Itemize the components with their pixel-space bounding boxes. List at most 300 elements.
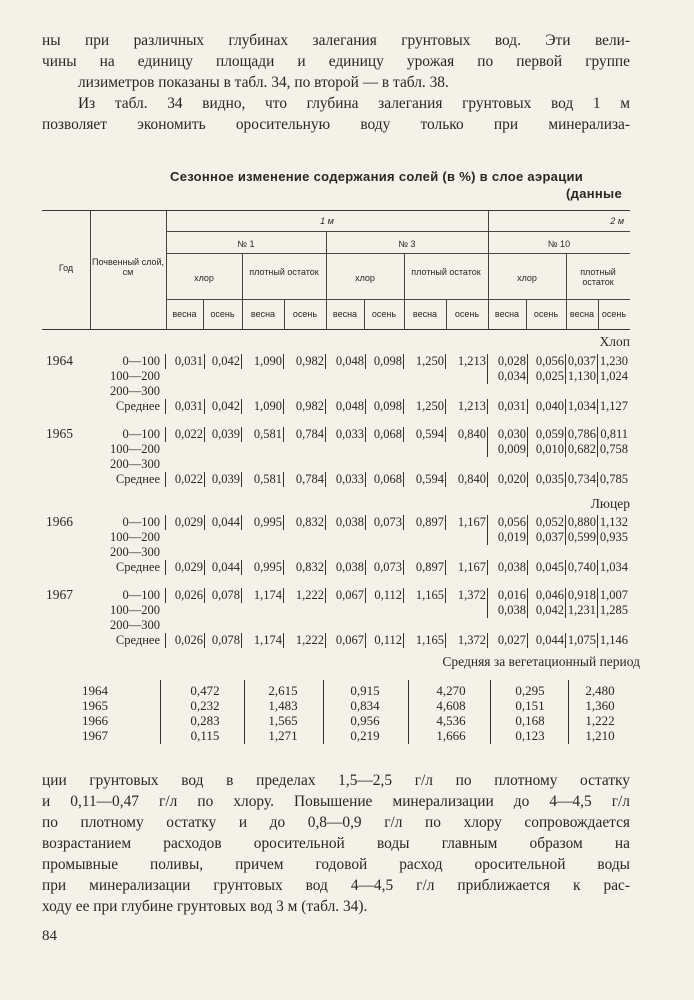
text-line: лизиметров показаны в табл. 34, по второй — в табл. 38. [78, 74, 449, 91]
average-cell: 1,222 [585, 713, 615, 728]
header-spring: весна [250, 309, 276, 319]
table-cell: 0,046 [535, 588, 564, 602]
cell-divider [325, 560, 326, 575]
cell-divider [527, 427, 528, 442]
row-label: Среднее [115, 399, 160, 413]
cell-divider [403, 515, 404, 530]
year-label: 1966 [46, 514, 73, 529]
cell-divider [487, 472, 488, 487]
average-cell: 0,115 [190, 728, 220, 743]
header-autumn: осень [533, 309, 559, 319]
table-cell: 0,033 [335, 472, 364, 486]
text-line: возрастанием расходов оросительной воды главным образом на [42, 835, 630, 852]
header-depth-2: 2 м [610, 216, 624, 226]
average-divider [490, 680, 491, 744]
table-cell: 0,785 [599, 472, 628, 486]
cell-divider [527, 633, 528, 648]
cell-divider [597, 515, 598, 530]
cell-divider [527, 399, 528, 414]
table-cell: 0,025 [535, 369, 564, 383]
row-label: 100—200 [110, 530, 160, 544]
table-cell: 0,031 [497, 399, 526, 413]
cell-divider [565, 515, 566, 530]
text-line: Из табл. 34 видно, что глубина залегания грунтовых вод 1 м [78, 95, 630, 112]
row-label: 200—300 [110, 618, 160, 632]
cell-divider [165, 427, 166, 442]
table-cell: 0,042 [535, 603, 564, 617]
cell-divider [325, 633, 326, 648]
header-spring: весна [412, 309, 438, 319]
table-cell: 1,222 [295, 588, 324, 602]
cell-divider [445, 633, 446, 648]
cell-divider [565, 369, 566, 384]
cell-divider [597, 354, 598, 369]
cell-divider [204, 588, 205, 603]
average-cell: 4,608 [436, 698, 466, 713]
year-label: 1964 [46, 353, 73, 368]
table-cell: 0,734 [567, 472, 596, 486]
cell-divider [204, 472, 205, 487]
header-lys-1: № 1 [237, 239, 255, 249]
header-lys-10: № 10 [547, 239, 571, 249]
cell-divider [283, 515, 284, 530]
table-cell: 0,098 [373, 399, 402, 413]
year-label: 1965 [46, 426, 73, 441]
cell-divider [597, 427, 598, 442]
cell-divider [241, 427, 242, 442]
cell-divider [241, 560, 242, 575]
row-label: 100—200 [110, 369, 160, 383]
table-cell: 0,995 [253, 560, 282, 574]
table-cell: 0,044 [211, 515, 240, 529]
table-cell: 1,146 [599, 633, 628, 647]
cell-divider [283, 633, 284, 648]
table-cell: 0,026 [174, 588, 203, 602]
cell-divider [527, 369, 528, 384]
page-number: 84 [42, 928, 57, 944]
table-cell: 0,038 [497, 560, 526, 574]
average-cell: 0,123 [515, 728, 545, 743]
cell-divider [487, 515, 488, 530]
row-label: 100—200 [110, 442, 160, 456]
table-cell: 1,174 [253, 588, 282, 602]
table-cell: 0,840 [457, 472, 486, 486]
average-cell: 1,483 [268, 698, 298, 713]
average-cell: 1,565 [268, 713, 298, 728]
table-cell: 1,132 [599, 515, 628, 529]
header-rule [166, 253, 630, 254]
cell-divider [565, 633, 566, 648]
text-line: по плотному остатку и до 0,8—0,9 г/л по хлору сопровождается [42, 814, 630, 831]
cell-divider [565, 442, 566, 457]
table-cell: 0,044 [535, 633, 564, 647]
cell-divider [365, 633, 366, 648]
header-divider [90, 211, 91, 329]
cell-divider [325, 399, 326, 414]
average-cell: 1,666 [436, 728, 466, 743]
cell-divider [403, 354, 404, 369]
table-cell: 0,897 [415, 560, 444, 574]
row-label: 200—300 [110, 384, 160, 398]
cell-divider [325, 354, 326, 369]
average-cell: 0,219 [350, 728, 380, 743]
cell-divider [527, 354, 528, 369]
table-cell: 0,068 [373, 427, 402, 441]
average-year: 1966 [82, 713, 108, 728]
header-divider [326, 231, 327, 329]
top-paragraph [42, 30, 630, 135]
table-cell: 1,372 [457, 633, 486, 647]
table-cell: 0,037 [567, 354, 596, 368]
table-cell: 0,038 [335, 560, 364, 574]
table-cell: 0,030 [497, 427, 526, 441]
cell-divider [325, 427, 326, 442]
table-cell: 0,019 [497, 530, 526, 544]
cell-divider [241, 515, 242, 530]
table-cell: 0,048 [335, 399, 364, 413]
table-cell: 1,222 [295, 633, 324, 647]
table-cell: 0,918 [567, 588, 596, 602]
table-cell: 0,034 [497, 369, 526, 383]
table-cell: 0,784 [295, 472, 324, 486]
table-cell: 0,581 [253, 427, 282, 441]
table-cell: 0,038 [335, 515, 364, 529]
table-cell: 0,009 [497, 442, 526, 456]
cell-divider [204, 560, 205, 575]
cell-divider [565, 354, 566, 369]
header-rule [166, 231, 630, 232]
table-cell: 0,995 [253, 515, 282, 529]
header-divider [203, 299, 204, 329]
table-cell: 0,897 [415, 515, 444, 529]
header-layer: Почвенный слой, см [92, 257, 164, 277]
table-cell: 0,056 [535, 354, 564, 368]
header-year: Год [58, 263, 74, 273]
cell-divider [487, 530, 488, 545]
cell-divider [527, 472, 528, 487]
header-spring: весна [332, 309, 358, 319]
average-divider [244, 680, 245, 744]
table-cell: 0,038 [497, 603, 526, 617]
table-cell: 0,035 [535, 472, 564, 486]
cell-divider [565, 588, 566, 603]
cell-divider [445, 399, 446, 414]
table-cell: 1,090 [253, 399, 282, 413]
row-label: 200—300 [110, 457, 160, 471]
table-cell: 0,022 [174, 472, 203, 486]
text-line: ции грунтовых вод в пределах 1,5—2,5 г/л по плотному остатку [42, 772, 630, 789]
cell-divider [204, 399, 205, 414]
table-cell: 1,090 [253, 354, 282, 368]
header-spring: весна [569, 309, 595, 319]
table-cell: 0,068 [373, 472, 402, 486]
cell-divider [597, 603, 598, 618]
average-cell: 0,283 [190, 713, 220, 728]
average-divider [568, 680, 569, 744]
cell-divider [487, 633, 488, 648]
table-cell: 1,230 [599, 354, 628, 368]
cell-divider [597, 472, 598, 487]
table-cell: 0,039 [211, 472, 240, 486]
table-cell: 1,127 [599, 399, 628, 413]
table-cell: 1,167 [457, 515, 486, 529]
table-cell: 0,052 [535, 515, 564, 529]
header-autumn: осень [601, 309, 627, 319]
table-cell: 0,682 [567, 442, 596, 456]
cell-divider [283, 472, 284, 487]
table-cell: 0,067 [335, 588, 364, 602]
table-cell: 1,034 [599, 560, 628, 574]
header-dense-residue: плотный остаток [411, 267, 481, 277]
cell-divider [165, 354, 166, 369]
header-autumn: осень [210, 309, 235, 319]
table-cell: 0,028 [497, 354, 526, 368]
cell-divider [597, 560, 598, 575]
table-cell: 0,740 [567, 560, 596, 574]
table-cell: 1,250 [415, 399, 444, 413]
cell-divider [527, 515, 528, 530]
average-cell: 0,232 [190, 698, 220, 713]
average-cell: 0,834 [350, 698, 380, 713]
cell-divider [527, 588, 528, 603]
table-cell: 0,982 [295, 399, 324, 413]
table-cell: 0,026 [174, 633, 203, 647]
cell-divider [325, 515, 326, 530]
table-cell: 0,027 [497, 633, 526, 647]
cell-divider [283, 354, 284, 369]
average-title: Средняя за вегетационный период [442, 654, 640, 669]
header-chlorine: хлор [355, 273, 375, 283]
table-cell: 1,231 [567, 603, 596, 617]
cell-divider [325, 588, 326, 603]
cell-divider [597, 530, 598, 545]
cell-divider [165, 515, 166, 530]
cell-divider [365, 472, 366, 487]
table-cell: 0,016 [497, 588, 526, 602]
cell-divider [487, 399, 488, 414]
average-cell: 4,270 [436, 683, 466, 698]
average-cell: 0,956 [350, 713, 380, 728]
row-label: Среднее [115, 633, 160, 647]
table-cell: 0,594 [415, 427, 444, 441]
table-cell: 0,042 [211, 399, 240, 413]
cell-divider [241, 399, 242, 414]
table-cell: 1,250 [415, 354, 444, 368]
table-cell: 0,045 [535, 560, 564, 574]
cell-divider [241, 472, 242, 487]
cell-divider [365, 515, 366, 530]
table-cell: 0,078 [211, 633, 240, 647]
text-line: чины на единицу площади и единицу урожая по первой группе [42, 53, 630, 70]
average-cell: 0,295 [515, 683, 545, 698]
cell-divider [565, 603, 566, 618]
header-divider [284, 299, 285, 329]
table-cell: 0,020 [497, 472, 526, 486]
table-cell: 0,581 [253, 472, 282, 486]
table-cell: 1,024 [599, 369, 628, 383]
average-year: 1964 [82, 683, 108, 698]
cell-divider [365, 560, 366, 575]
cell-divider [597, 399, 598, 414]
header-divider [488, 211, 489, 329]
table-cell: 0,048 [335, 354, 364, 368]
cell-divider [365, 399, 366, 414]
average-cell: 0,151 [515, 698, 545, 713]
cell-divider [403, 472, 404, 487]
table-cell: 0,029 [174, 560, 203, 574]
text-line: и 0,11—0,47 г/л по хлору. Повышение минерализации до 4—4,5 г/л [42, 793, 630, 810]
average-divider [323, 680, 324, 744]
table-cell: 0,594 [415, 472, 444, 486]
header-divider [364, 299, 365, 329]
table-cell: 0,067 [335, 633, 364, 647]
cell-divider [445, 354, 446, 369]
table-cell: 0,832 [295, 515, 324, 529]
cell-divider [283, 399, 284, 414]
table-caption [170, 168, 622, 202]
table-cell: 0,042 [211, 354, 240, 368]
header-divider [446, 299, 447, 329]
bottom-paragraph [42, 770, 630, 917]
table-cell: 1,213 [457, 354, 486, 368]
table-cell: 1,034 [567, 399, 596, 413]
table-cell: 0,786 [567, 427, 596, 441]
cell-divider [565, 472, 566, 487]
row-label: 100—200 [110, 603, 160, 617]
average-cell: 1,360 [585, 698, 615, 713]
cell-divider [365, 354, 366, 369]
header-dense-residue: плотный остаток [580, 267, 616, 287]
table-cell: 0,758 [599, 442, 628, 456]
header-chlorine: хлор [517, 273, 537, 283]
cell-divider [241, 633, 242, 648]
table-cell: 0,112 [374, 633, 402, 647]
cell-divider [283, 560, 284, 575]
cell-divider [241, 588, 242, 603]
header-divider [526, 299, 527, 329]
table-cell: 0,031 [174, 354, 203, 368]
header-lys-3: № 3 [398, 239, 416, 249]
cell-divider [403, 560, 404, 575]
table-cell: 0,033 [335, 427, 364, 441]
table-cell: 0,935 [599, 530, 628, 544]
cell-divider [527, 603, 528, 618]
table-cell: 0,029 [174, 515, 203, 529]
table-cell: 1,007 [599, 588, 628, 602]
table-cell: 0,811 [600, 427, 628, 441]
average-cell: 0,915 [350, 683, 380, 698]
table-cell: 0,056 [497, 515, 526, 529]
cell-divider [403, 588, 404, 603]
table-cell: 0,073 [373, 515, 402, 529]
cell-divider [445, 472, 446, 487]
average-cell: 0,168 [515, 713, 545, 728]
header-divider [598, 299, 599, 329]
table-cell: 0,112 [374, 588, 402, 602]
header-divider [566, 253, 567, 329]
average-cell: 1,271 [268, 728, 298, 743]
table-cell: 0,599 [567, 530, 596, 544]
cell-divider [204, 354, 205, 369]
table-cell: 0,039 [211, 427, 240, 441]
table-cell: 0,098 [373, 354, 402, 368]
cell-divider [403, 399, 404, 414]
average-cell: 2,480 [585, 683, 615, 698]
table-cell: 1,165 [415, 588, 444, 602]
cell-divider [445, 427, 446, 442]
table-cell: 0,010 [535, 442, 564, 456]
average-divider [408, 680, 409, 744]
header-spring: весна [172, 309, 197, 319]
table-cell: 0,037 [535, 530, 564, 544]
row-label: 0—100 [122, 515, 160, 529]
cell-divider [487, 560, 488, 575]
caption-line: Сезонное изменение содержания солей (в %) в слое аэрации [170, 169, 584, 184]
table-cell: 1,372 [457, 588, 486, 602]
table-cell: 1,165 [415, 633, 444, 647]
average-divider [160, 680, 161, 744]
table-cell: 0,078 [211, 588, 240, 602]
table-cell: 0,982 [295, 354, 324, 368]
cell-divider [487, 354, 488, 369]
caption-line: (данные [566, 186, 622, 201]
section-label: Хлоп [599, 334, 630, 349]
average-cell: 2,615 [268, 683, 298, 698]
cell-divider [597, 588, 598, 603]
table-cell: 0,832 [295, 560, 324, 574]
row-label: 0—100 [122, 427, 160, 441]
table-cell: 1,130 [567, 369, 596, 383]
cell-divider [365, 588, 366, 603]
cell-divider [527, 560, 528, 575]
cell-divider [487, 588, 488, 603]
cell-divider [403, 633, 404, 648]
cell-divider [527, 442, 528, 457]
text-line: ны при различных глубинах залегания грунтовых вод. Эти вели- [42, 32, 630, 49]
table-cell: 1,174 [253, 633, 282, 647]
text-line: при минерализации грунтовых вод 4—4,5 г/л приближается к рас- [42, 877, 630, 894]
header-divider [166, 211, 167, 329]
cell-divider [204, 515, 205, 530]
table-cell: 0,040 [535, 399, 564, 413]
header-divider [242, 253, 243, 329]
text-line: позволяет экономить оросительную воду только при минерализа- [42, 116, 630, 133]
cell-divider [527, 530, 528, 545]
cell-divider [283, 427, 284, 442]
cell-divider [165, 472, 166, 487]
cell-divider [597, 633, 598, 648]
table-cell: 1,285 [599, 603, 628, 617]
average-cell: 1,210 [585, 728, 615, 743]
header-spring: весна [494, 309, 520, 319]
table-cell: 0,059 [535, 427, 564, 441]
average-year: 1965 [82, 698, 108, 713]
year-label: 1967 [46, 587, 73, 602]
row-label: 200—300 [110, 545, 160, 559]
average-cell: 0,472 [190, 683, 220, 698]
cell-divider [445, 560, 446, 575]
text-line: промывные поливы, причем годовой расход оросительной воды [42, 856, 630, 873]
table-cell: 0,044 [211, 560, 240, 574]
table-cell: 1,167 [457, 560, 486, 574]
row-label: Среднее [115, 560, 160, 574]
cell-divider [565, 530, 566, 545]
cell-divider [165, 588, 166, 603]
table-cell: 0,784 [295, 427, 324, 441]
cell-divider [204, 633, 205, 648]
cell-divider [487, 369, 488, 384]
cell-divider [597, 369, 598, 384]
